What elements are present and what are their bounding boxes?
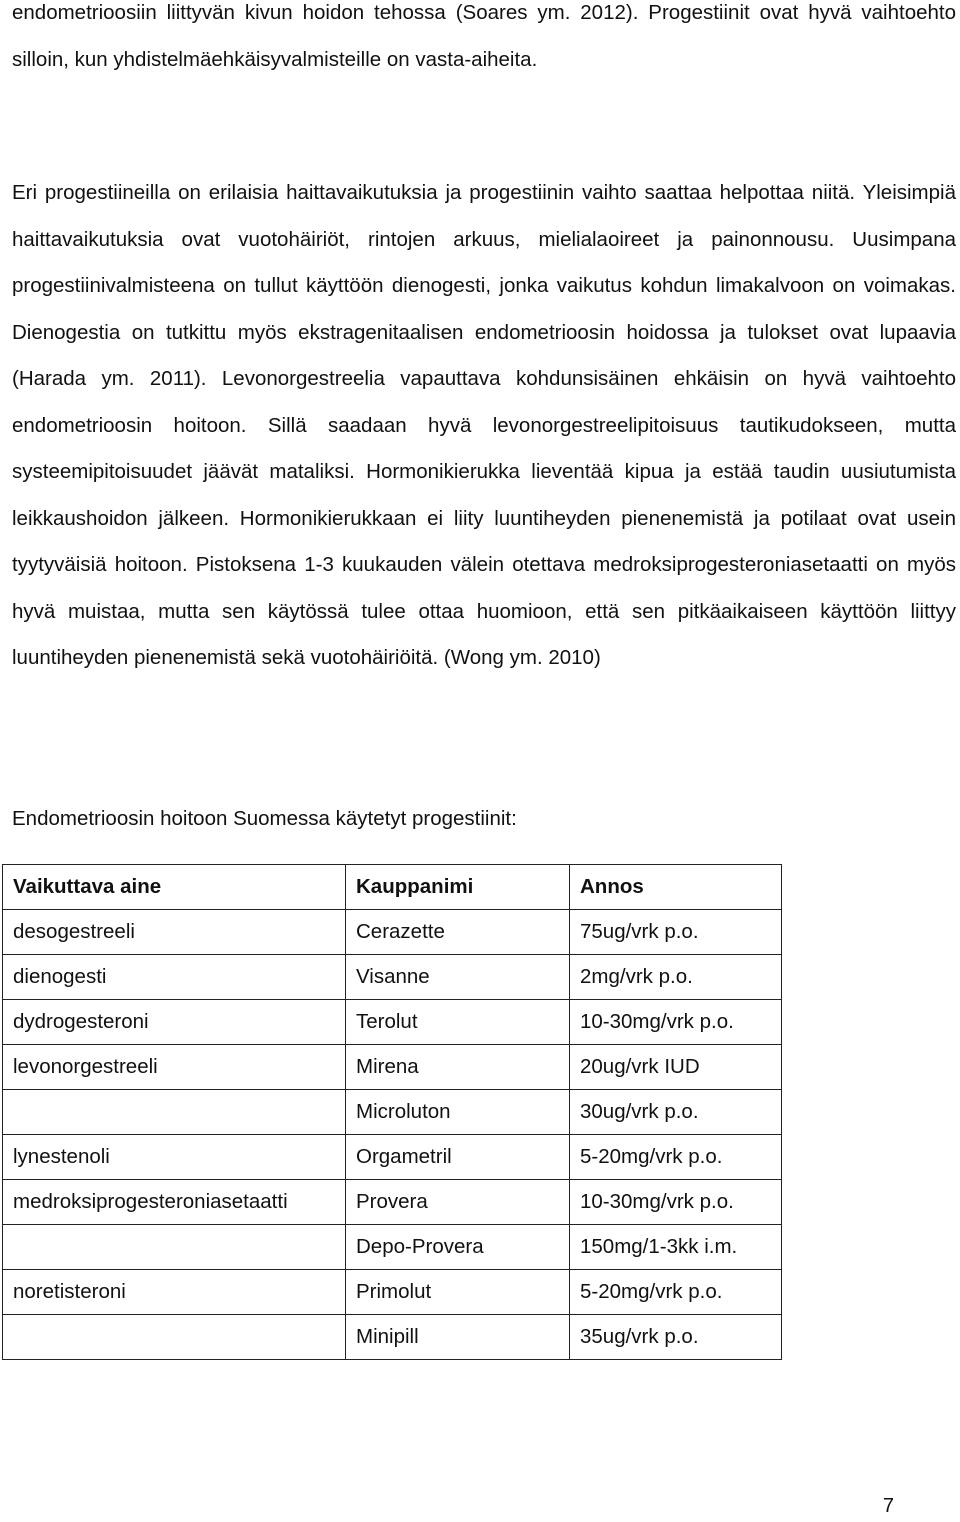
table-row: [3, 1225, 782, 1270]
table-row: [3, 1270, 782, 1315]
cell-ingredient: noretisteroni: [3, 1270, 346, 1315]
page-number: 7: [882, 1495, 894, 1517]
cell-dose: 30ug/vrk p.o.: [570, 1090, 782, 1135]
table-row: [3, 1135, 782, 1180]
table-row: [3, 955, 782, 1000]
cell-trade-name: Minipill: [346, 1315, 570, 1360]
cell-trade-name: Terolut: [346, 1000, 570, 1045]
header-trade-name: Kauppanimi: [346, 865, 570, 910]
cell-dose: 10-30mg/vrk p.o.: [570, 1000, 782, 1045]
cell-trade-name: Microluton: [346, 1090, 570, 1135]
cell-dose: 20ug/vrk IUD: [570, 1045, 782, 1090]
cell-dose: 5-20mg/vrk p.o.: [570, 1270, 782, 1315]
progestin-table: [2, 864, 782, 1360]
cell-ingredient: [3, 1315, 346, 1360]
cell-ingredient: dydrogesteroni: [3, 1000, 346, 1045]
cell-trade-name: Provera: [346, 1180, 570, 1225]
table-row: [3, 1090, 782, 1135]
cell-dose: 150mg/1-3kk i.m.: [570, 1225, 782, 1270]
cell-dose: 10-30mg/vrk p.o.: [570, 1180, 782, 1225]
table-row: [3, 1045, 782, 1090]
cell-ingredient: medroksiprogesteroniasetaatti: [3, 1180, 346, 1225]
cell-trade-name: Orgametril: [346, 1135, 570, 1180]
table-heading: Endometrioosin hoitoon Suomessa käytetyt progestiinit:: [12, 807, 517, 830]
cell-trade-name: Primolut: [346, 1270, 570, 1315]
cell-ingredient: [3, 1225, 346, 1270]
cell-dose: 35ug/vrk p.o.: [570, 1315, 782, 1360]
table-header-row: [3, 865, 782, 910]
table-row: [3, 1180, 782, 1225]
cell-trade-name: Cerazette: [346, 910, 570, 955]
cell-trade-name: Depo-Provera: [346, 1225, 570, 1270]
cell-ingredient: levonorgestreeli: [3, 1045, 346, 1090]
header-dose: Annos: [570, 865, 782, 910]
cell-dose: 75ug/vrk p.o.: [570, 910, 782, 955]
table-row: [3, 1315, 782, 1360]
cell-ingredient: desogestreeli: [3, 910, 346, 955]
cell-ingredient: [3, 1090, 346, 1135]
table-row: [3, 910, 782, 955]
paragraph-intro: endometrioosiin liittyvän kivun hoidon tehossa (Soares ym. 2012). Progestiinit ovat hyvä vaihtoehto silloin, kun yhdistelmäehkäisyvalmisteille on vasta-aiheita.: [12, 1, 956, 71]
cell-trade-name: Mirena: [346, 1045, 570, 1090]
cell-ingredient: dienogesti: [3, 955, 346, 1000]
cell-trade-name: Visanne: [346, 955, 570, 1000]
cell-ingredient: lynestenoli: [3, 1135, 346, 1180]
table-row: [3, 1000, 782, 1045]
header-active-ingredient: Vaikuttava aine: [3, 865, 346, 910]
cell-dose: 2mg/vrk p.o.: [570, 955, 782, 1000]
paragraph-side-effects: Eri progestiineilla on erilaisia haittavaikutuksia ja progestiinin vaihto saattaa helpottaa niitä. Yleisimpiä haittavaikutuksia ovat vuotohäiriöt, rintojen arkuus, mielialaoireet ja painonnousu. Uusimpana progestiinivalmisteena on tullut käyttöön dienogesti, jonka vaikutus kohdun limakalvoon on voimakas. Dienogestia on tutkittu myös ekstragenitaalisen endometrioosin hoidossa ja tulokset ovat lupaavia (Harada ym. 2011). Levonorgestreelia vapauttava kohdunsisäinen ehkäisin on hyvä vaihtoehto endometrioosin hoitoon. Sillä saadaan hyvä levonorgestreelipitoisuus tautikudokseen, mutta systeemipitoisuudet jäävät mataliksi. Hormonikierukka lieventää kipua ja estää taudin uusiutumista leikkaushoidon jälkeen. Hormonikierukkaan ei liity luuntiheyden pienenemistä ja potilaat ovat usein tyytyväisiä hoitoon. Pistoksena 1-3 kuukauden välein otettava medroksiprogesteroniasetaatti on myös hyvä muistaa, mutta sen käytössä tulee ottaa huomioon, että sen pitkäaikaiseen käyttöön liittyy luuntiheyden pienenemistä sekä vuotohäiriöitä. (Wong ym. 2010): [12, 181, 956, 669]
cell-dose: 5-20mg/vrk p.o.: [570, 1135, 782, 1180]
